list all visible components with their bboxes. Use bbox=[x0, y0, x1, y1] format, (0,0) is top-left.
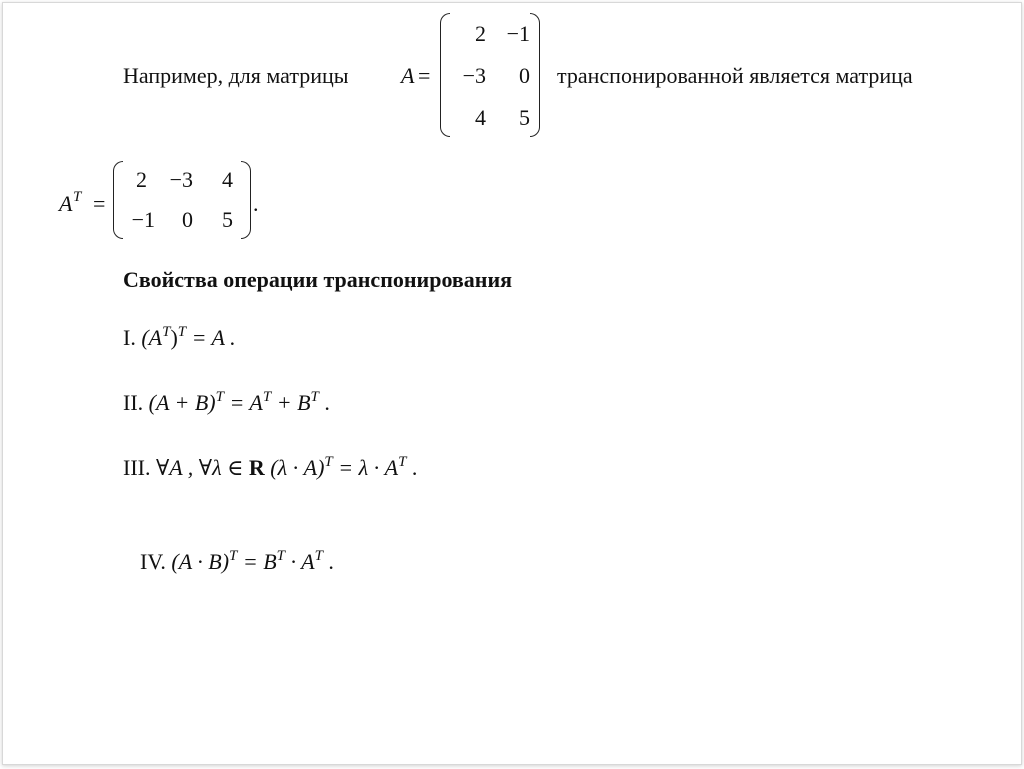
matrix-a-cell: 4 bbox=[475, 105, 486, 130]
transpose-cell: −1 bbox=[131, 207, 155, 232]
property-1 bbox=[123, 325, 236, 351]
superscript: T bbox=[177, 324, 187, 340]
superscript: T bbox=[162, 324, 171, 340]
superscript: T bbox=[324, 454, 333, 470]
matrix-a-equals: = bbox=[418, 63, 431, 88]
property-label: III. bbox=[123, 455, 151, 480]
property-formula-rest: . bbox=[406, 455, 418, 480]
transpose-equals: = bbox=[93, 191, 106, 216]
property-formula-rest: . bbox=[322, 549, 334, 574]
property-2 bbox=[123, 390, 330, 416]
superscript: T bbox=[314, 548, 323, 564]
matrix-a-cell: −1 bbox=[506, 21, 530, 46]
property-label: IV. bbox=[140, 549, 166, 574]
property-formula-part: (λ · A) bbox=[264, 455, 325, 480]
matrix-a-cell: 5 bbox=[519, 105, 530, 130]
reals-symbol: R bbox=[248, 455, 265, 480]
matrix-a-cell: 2 bbox=[475, 21, 486, 46]
slide bbox=[2, 2, 1022, 765]
left-paren bbox=[440, 13, 450, 137]
transpose-cell: 5 bbox=[222, 207, 233, 232]
property-formula-part: = λ · A bbox=[332, 455, 399, 480]
right-paren bbox=[241, 161, 251, 239]
superscript: T bbox=[310, 389, 319, 405]
property-4 bbox=[140, 549, 334, 575]
transpose-name: A bbox=[59, 191, 73, 216]
property-formula: (A · B) bbox=[171, 549, 230, 574]
property-label: I. bbox=[123, 325, 136, 350]
intro-text-continued: транспонированной является матрица bbox=[557, 63, 913, 88]
superscript: T bbox=[276, 548, 286, 564]
property-formula-part: · A bbox=[285, 549, 315, 574]
right-paren bbox=[530, 13, 540, 137]
property-formula-rest: . bbox=[318, 390, 330, 415]
property-formula-part: = B bbox=[237, 549, 277, 574]
matrix-a-cell: 0 bbox=[519, 63, 530, 88]
transpose-cell: −3 bbox=[169, 167, 193, 192]
property-formula: ∀A , ∀λ ∈ bbox=[155, 455, 249, 480]
superscript: T bbox=[229, 548, 238, 564]
intro-text: Например, для матрицы bbox=[123, 63, 349, 88]
property-formula: (A + B) bbox=[148, 390, 216, 415]
section-heading: Свойства операции транспонирования bbox=[123, 267, 513, 292]
property-formula-part: ) bbox=[170, 325, 178, 350]
property-formula-part: + B bbox=[271, 390, 311, 415]
matrix-a bbox=[440, 13, 540, 137]
superscript: T bbox=[215, 389, 224, 405]
matrix-a-transposed bbox=[113, 161, 251, 239]
matrix-a-name: A bbox=[401, 63, 415, 88]
property-label: II. bbox=[123, 390, 144, 415]
transpose-sup: T bbox=[73, 189, 82, 205]
property-formula-rest: = A . bbox=[186, 325, 236, 350]
superscript: T bbox=[398, 454, 407, 470]
property-formula-part: = A bbox=[223, 390, 263, 415]
matrix-a-cell: −3 bbox=[462, 63, 486, 88]
transpose-cell: 0 bbox=[182, 207, 193, 232]
transpose-cell: 2 bbox=[136, 167, 147, 192]
transpose-cell: 4 bbox=[222, 167, 233, 192]
property-formula: (A bbox=[141, 325, 163, 350]
superscript: T bbox=[262, 389, 272, 405]
transpose-period: . bbox=[253, 191, 259, 216]
property-3 bbox=[123, 455, 417, 481]
